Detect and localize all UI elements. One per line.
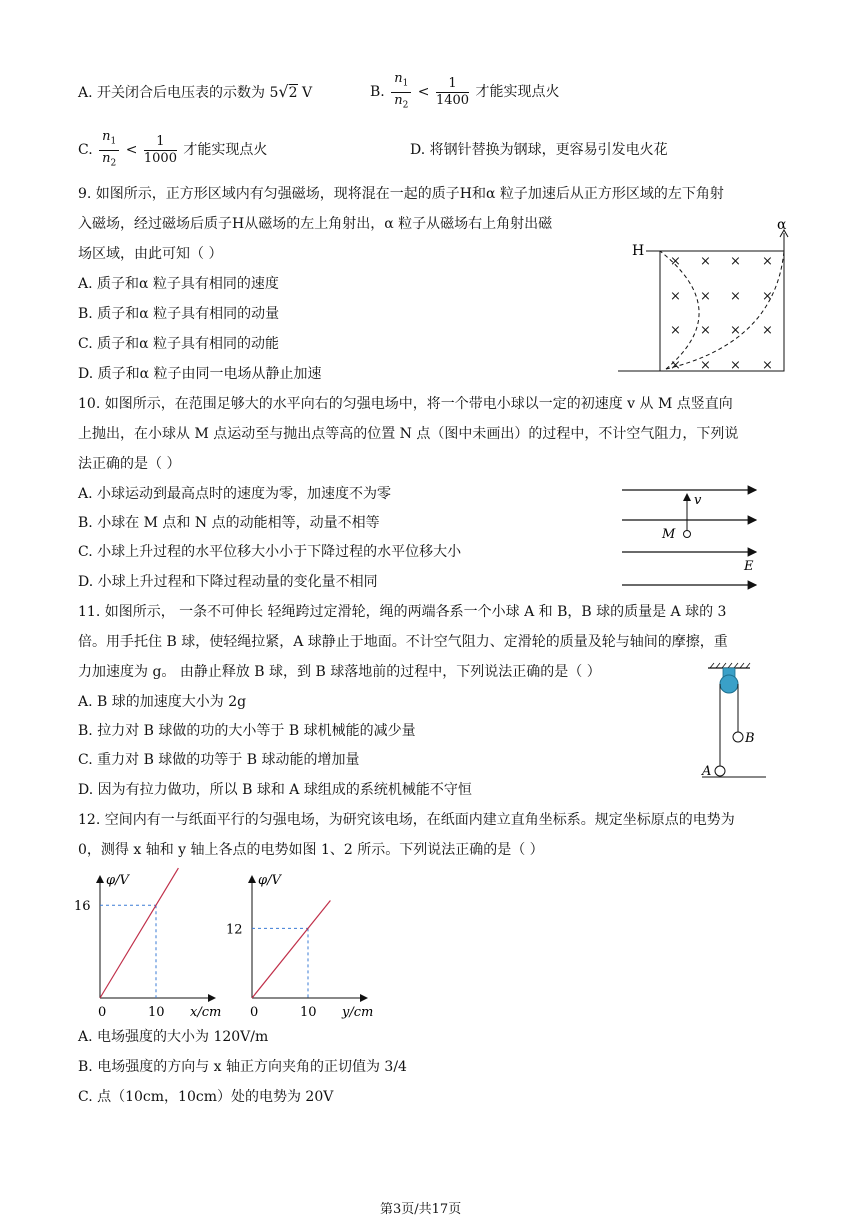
sqrt-sign: √ — [278, 82, 289, 101]
page-footer: 第3页/共17页 — [380, 1202, 462, 1217]
cross: × — [730, 358, 741, 373]
q11-option-c: C. 重力对 B 球做的功等于 B 球动能的增加量 — [78, 752, 360, 768]
label-h: H — [632, 243, 645, 259]
q9-option-d: D. 质子和α 粒子由同一电场从静止加速 — [78, 366, 322, 382]
y-axis-label: φ/V — [106, 873, 129, 888]
q12-stem-line1: 12. 空间内有一与纸面平行的匀强电场，为研究该电场，在纸面内建立直角坐标系。规定坐标原点的电势为 — [78, 812, 735, 828]
tick-label-y: 16 — [74, 899, 91, 915]
denominator: 1000 — [143, 150, 177, 166]
n1: n — [394, 70, 403, 86]
q12-option-a: A. 电场强度的大小为 120V/m — [78, 1029, 269, 1045]
q9-stem-line1: 9. 如图所示，正方形区域内有匀强磁场，现将混在一起的质子H和α 粒子加速后从正方形区域的左下角射 — [78, 186, 724, 202]
electric-field-figure — [620, 480, 765, 592]
field-crosses — [670, 254, 773, 373]
cross: × — [700, 358, 711, 373]
q8-option-a-text: A. 开关闭合后电压表的示数为 5 — [78, 85, 279, 101]
q10-option-a: A. 小球运动到最高点时的速度为零，加速度不为零 — [78, 486, 392, 502]
q9-stem-line3: 场区域，由此可知（ ） — [78, 246, 223, 262]
cross: × — [670, 289, 681, 304]
field-square — [660, 251, 784, 371]
q8-sqrt-value: 2 — [288, 85, 298, 101]
cross: × — [762, 323, 773, 338]
cross: × — [762, 358, 773, 373]
potential-line — [252, 901, 330, 998]
numerator: 1 — [436, 76, 469, 93]
n2: n — [102, 150, 111, 166]
q10-stem-line1: 10. 如图所示，在范围足够大的水平向右的匀强电场中，将一个带电小球以一定的初速度 v 从 M 点竖直向 — [78, 396, 733, 412]
ceiling-hatch — [710, 663, 750, 668]
q8-option-c — [78, 128, 267, 172]
x-axis-label: x/cm — [190, 1005, 222, 1020]
label-b: B — [745, 731, 755, 746]
n2-sub: 2 — [110, 158, 117, 169]
q8-option-a — [78, 82, 312, 103]
fraction-n1-n2-c — [99, 129, 119, 171]
fraction-1-1000 — [144, 134, 177, 167]
y-axis-label: φ/V — [258, 873, 281, 888]
pulley-wheel — [720, 675, 738, 693]
q10-stem-line2: 上抛出，在小球从 M 点运动至与抛出点等高的位置 N 点（图中未画出）的过程中，不计空气阻力，下列说 — [78, 426, 739, 442]
q9-option-b: B. 质子和α 粒子具有相同的动量 — [78, 306, 280, 322]
tick-label-y: 12 — [226, 922, 243, 938]
q12-stem-line2: 0，测得 x 轴和 y 轴上各点的电势如图 1、2 所示。下列说法正确的是（ ） — [78, 842, 544, 858]
less-than: < — [417, 84, 430, 100]
n1-sub: 1 — [402, 78, 409, 89]
ball-b — [733, 732, 743, 742]
q11-option-a: A. B 球的加速度大小为 2g — [78, 694, 247, 710]
label-m: M — [662, 527, 676, 542]
q8-option-b-tail: 才能实现点火 — [475, 84, 560, 100]
n1-sub: 1 — [110, 136, 117, 147]
cross: × — [700, 323, 711, 338]
q8-option-b — [370, 70, 560, 114]
cross: × — [730, 323, 741, 338]
q8-option-c-prefix: C. — [78, 142, 93, 158]
q12-option-b: B. 电场强度的方向与 x 轴正方向夹角的正切值为 3/4 — [78, 1059, 407, 1075]
q9-option-c: C. 质子和α 粒子具有相同的动能 — [78, 336, 280, 352]
less-than: < — [125, 142, 138, 158]
cross: × — [730, 289, 741, 304]
tick-label-x: 10 — [300, 1005, 317, 1020]
magnetic-field-figure — [610, 215, 790, 377]
label-alpha: α — [777, 217, 787, 233]
tick-label-origin: 0 — [250, 1005, 259, 1020]
q11-stem-line1: 11. 如图所示， 一条不可伸长 轻绳跨过定滑轮，绳的两端各系一个小球 A 和 B，B 球的质量是 A 球的 3 — [78, 604, 727, 620]
ball-a — [715, 766, 725, 776]
q8-option-d: D. 将钢针替换为钢球，更容易引发电火花 — [410, 142, 668, 158]
n2-sub: 2 — [402, 100, 409, 111]
q10-stem-line3: 法正确的是（ ） — [78, 456, 181, 472]
n2: n — [394, 92, 403, 108]
q11-stem-line3: 力加速度为 g。 由静止释放 B 球，到 B 球落地前的过程中，下列说法正确的是（ ） — [78, 664, 601, 680]
fraction-n1-n2 — [391, 71, 411, 113]
charged-ball — [684, 531, 691, 538]
n1: n — [102, 128, 111, 144]
q10-option-d: D. 小球上升过程和下降过程动量的变化量不相同 — [78, 574, 378, 590]
q9-option-a: A. 质子和α 粒子具有相同的速度 — [78, 276, 279, 292]
label-v: v — [694, 493, 702, 508]
q8-option-c-tail: 才能实现点火 — [183, 142, 268, 158]
q9-stem-line2: 入磁场，经过磁场后质子H从磁场的左上角射出，α 粒子从磁场右上角射出磁 — [78, 216, 553, 232]
cross: × — [670, 254, 681, 269]
numerator: 1 — [144, 134, 177, 151]
cross: × — [670, 323, 681, 338]
cross: × — [700, 254, 711, 269]
q10-option-c: C. 小球上升过程的水平位移大小小于下降过程的水平位移大小 — [78, 544, 462, 560]
cross: × — [762, 289, 773, 304]
tick-label-x: 10 — [148, 1005, 165, 1020]
pulley-figure — [700, 662, 770, 780]
q10-option-b: B. 小球在 M 点和 N 点的动能相等，动量不相等 — [78, 515, 380, 531]
q11-option-b: B. 拉力对 B 球做的功的大小等于 B 球机械能的减少量 — [78, 723, 416, 739]
q8-option-b-prefix: B. — [370, 84, 385, 100]
tick-label-origin: 0 — [98, 1005, 107, 1020]
q12-option-c: C. 点（10cm，10cm）处的电势为 20V — [78, 1089, 334, 1105]
denominator: 1400 — [435, 92, 470, 108]
x-axis-label: y/cm — [342, 1005, 374, 1020]
label-e: E — [744, 559, 754, 574]
label-a: A — [702, 764, 712, 779]
cross: × — [762, 254, 773, 269]
cross: × — [730, 254, 741, 269]
potential-x-chart — [70, 868, 230, 1023]
fraction-1-1400 — [436, 76, 469, 109]
cross: × — [700, 289, 711, 304]
cross: × — [670, 358, 681, 373]
potential-y-chart — [222, 868, 382, 1023]
q11-stem-line2: 倍。用手托住 B 球，使轻绳拉紧，A 球静止于地面。不计空气阻力、定滑轮的质量及轮与轴间的摩擦，重 — [78, 634, 728, 650]
q8-option-a-unit: V — [297, 85, 313, 101]
q11-option-d: D. 因为有拉力做功，所以 B 球和 A 球组成的系统机械能不守恒 — [78, 782, 472, 798]
